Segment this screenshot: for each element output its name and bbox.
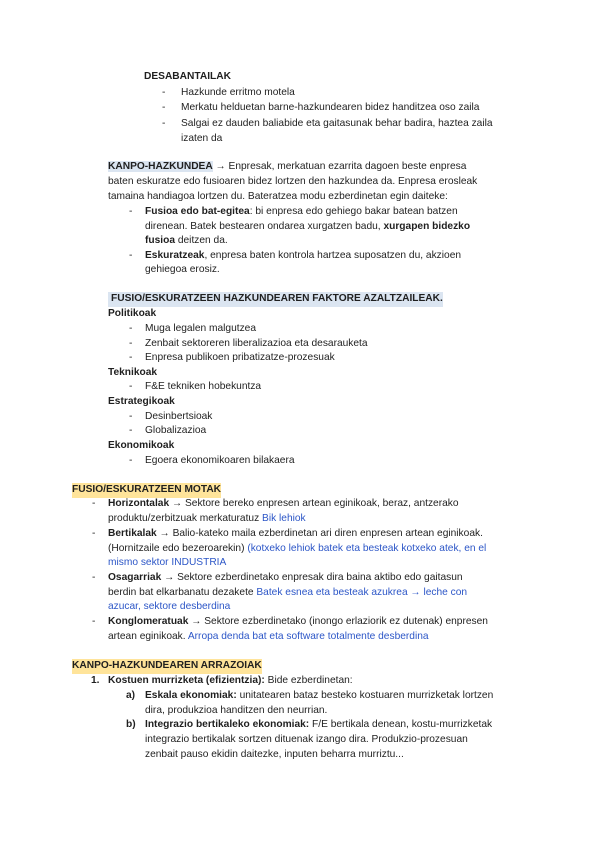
list-bullet: - [92,616,96,627]
horizontalak-line [108,497,459,512]
list-bullet: - [129,323,133,334]
eskala-term: Eskala ekonomiak: [145,690,237,701]
eskuratzeak-line [145,249,461,264]
list-bullet: - [129,411,133,422]
list-item: Hazkunde erritmo motela [181,87,295,98]
integrazio-line: integrazio bertikalak sortzen dituenak izango dira. Produkzio-prozesuan [145,734,468,745]
list-item-cont: izaten da [181,133,223,144]
motak-title: FUSIO/ESKURATZEEN MOTAK [72,483,221,498]
konglomeratuak-note: Arropa denda bat eta software totalmente desberdina [187,631,429,642]
osagarriak-line [108,586,467,601]
list-item: F&E tekniken hobekuntza [145,381,262,392]
horizontalak-text: → Sektore bereko enpresen artean eginikoak, beraz, antzerako [169,498,459,509]
integrazio-line: zenbait pauso ekidin daitezke, inputen beharra murriztu... [145,749,404,760]
integrazio-text: F/E bertikala denean, kostu-murrizketak [309,719,493,730]
osagarriak-text: berdin bat elkarbanatu dezakete [108,587,257,598]
fusioa-line [145,220,470,235]
desabantailak-title: DESABANTAILAK [144,71,231,82]
list-bullet: - [129,455,133,466]
list-item: Merkatu helduetan barne-hazkundearen bidez handitzea oso zaila [181,102,480,113]
list-item: Enpresa publikoen pribatizatze-prozesuak [145,352,335,363]
list-item: Desinbertsioak [145,411,213,422]
osagarriak-line [108,571,463,586]
kostuen-term: Kostuen murrizketa (efizientzia): [108,675,265,686]
ekonomikoak-heading: Ekonomikoak [108,440,175,451]
bertikalak-term: Bertikalak [108,528,157,539]
osagarriak-text: → Sektore ezberdinetako enpresak dira baina aktibo edo gaitasun [161,572,463,583]
kostuen-line [108,674,353,689]
list-bullet: - [92,572,96,583]
list-item: Globalizazioa [145,425,207,436]
bertikalak-line [108,542,486,557]
fusioa-bold: fusioa [145,235,176,246]
arrazoiak-title: KANPO-HAZKUNDEAREN ARRAZOIAK [72,659,262,674]
teknikoak-heading: Teknikoak [108,367,158,378]
eskuratzeak-term: Eskuratzeak [145,250,205,261]
fusioa-text: deitzen da. [175,235,228,246]
fusioa-text: : bi enpresa edo gehiego bakar batean batzen [249,206,458,217]
xurgapen-term: xurgapen bidezko [383,221,471,232]
list-item: Egoera ekonomikoaren bilakaera [145,455,295,466]
estrategikoak-heading: Estrategikoak [108,396,175,407]
eskuratzeak-text: , enpresa baten kontrola hartzea suposatzen du, akzioen [204,250,462,261]
list-item: Salgai ez dauden baliabide eta gaitasunak behar badira, haztea zaila [181,118,493,129]
list-item: Muga legalen malgutzea [145,323,257,334]
integrazio-term: Integrazio bertikaleko ekonomiak: [145,719,310,730]
konglomeratuak-text: artean eginikoak. [108,631,188,642]
osagarriak-note: Batek esnea eta besteak azukrea → leche con [256,587,468,598]
bertikalak-text: (Hornitzaile edo bezeroarekin) [108,543,248,554]
bertikalak-note: mismo sektor INDUSTRIA [108,557,227,568]
konglomeratuak-line [108,615,488,630]
osagarriak-term: Osagarriak [108,572,162,583]
list-bullet: - [162,118,166,129]
bertikalak-text: → Balio-kateko maila ezberdinetan ari diren enpresen artean eginikoak. [156,528,483,539]
list-item: Zenbait sektoreren liberalizazioa eta desarauketa [145,338,368,349]
politikoak-heading: Politikoak [108,308,157,319]
list-bullet: - [129,338,133,349]
list-bullet: - [129,381,133,392]
osagarriak-note: azucar, sektore desberdina [108,601,231,612]
horizontalak-line [108,512,306,527]
list-letter: a) [126,690,136,701]
konglomeratuak-line [108,630,429,645]
kanpo-paragraph-line [108,160,466,175]
horizontalak-text: produktu/zerbitzuak merkaturatuz [108,513,263,524]
list-bullet: - [92,528,96,539]
bertikalak-line [108,527,483,542]
faktoreak-title: FUSIO/ESKURATZEEN HAZKUNDEAREN FAKTORE AZALTZAILEAK. [108,292,443,307]
horizontalak-note: Bik lehiok [262,513,306,524]
eskuratzeak-line: gehiegoa erosiz. [145,264,220,275]
integrazio-line [145,718,492,733]
kanpo-term: KANPO-HAZKUNDEA [108,161,213,172]
list-bullet: - [129,425,133,436]
fusioa-line [145,234,228,249]
kanpo-paragraph-line: tamaina handiagoa lortzen du. Bateratzea modu ezberdinetan egin daiteke: [108,191,448,202]
bertikalak-note: (kotxeko lehiok batek eta besteak kotxeko atek, en el [247,543,487,554]
list-bullet: - [92,498,96,509]
list-bullet: - [162,102,166,113]
list-number: 1. [91,675,100,686]
fusioa-text: direnean. Batek bestearen ondarea xurgatzen badu, [145,221,384,232]
horizontalak-term: Horizontalak [108,498,170,509]
eskala-line [145,689,493,704]
list-bullet: - [129,250,133,261]
fusioa-term: Fusioa edo bat-egitea [145,206,250,217]
kanpo-paragraph-line: baten eskuratze edo fusioaren bidez lortzen den hazkundea da. Enpresa erosleak [108,176,478,187]
kanpo-text: → Enpresak, merkatuan ezarrita dagoen beste enpresa [212,161,467,172]
list-bullet: - [129,206,133,217]
list-letter: b) [126,719,136,730]
konglomeratuak-term: Konglomeratuak [108,616,189,627]
eskala-text: unitatearen bataz besteko kostuaren murrizketak lortzen [236,690,494,701]
fusioa-line [145,205,458,220]
eskala-line: dira, produkzioa handitzen den neurrian. [145,705,328,716]
konglomeratuak-text: → Sektore ezberdinetako (inongo erlaziorik ez dutenak) enpresen [188,616,488,627]
kostuen-text: Bide ezberdinetan: [264,675,353,686]
list-bullet: - [162,87,166,98]
list-bullet: - [129,352,133,363]
